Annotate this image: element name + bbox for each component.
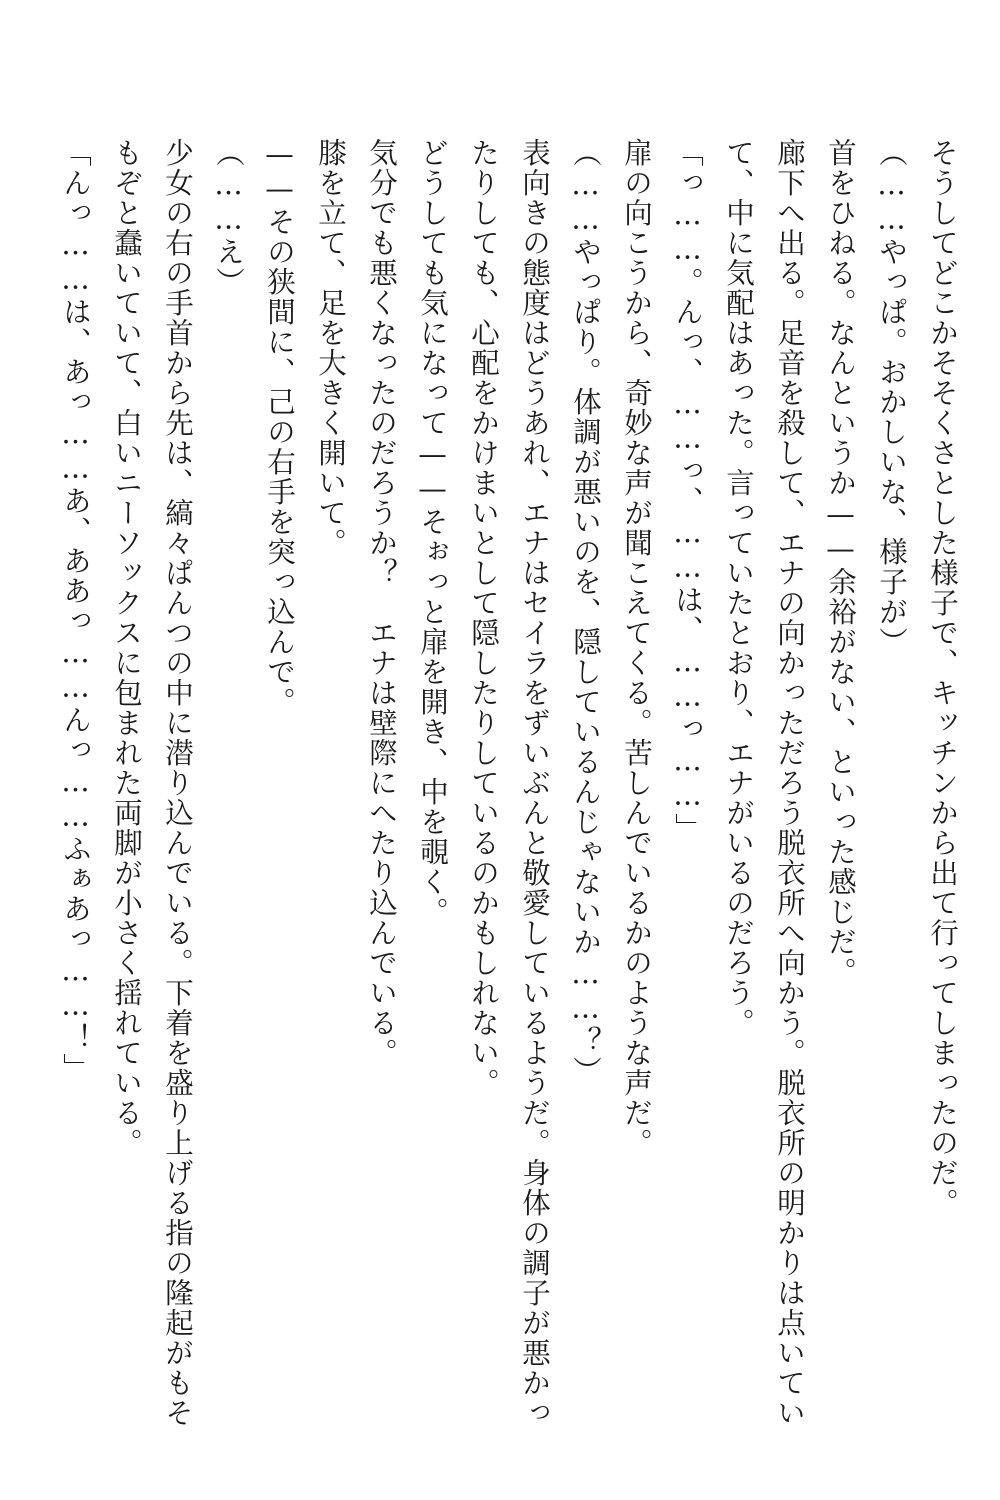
text-line: （……やっぱ。おかしいな、様子が） bbox=[875, 138, 908, 657]
text-line: 表向きの態度はどうあれ、エナはセイラをずいぶんと敬愛しているようだ。身体の調子が悪かっ bbox=[518, 138, 551, 1428]
text-line: たりしても、心配をかけまいとして隠したりしているのかもしれない。 bbox=[467, 138, 500, 1098]
vertical-text-body bbox=[28, 138, 968, 1428]
text-line: ——その狭間に、己の右手を突っ込んで。 bbox=[263, 138, 296, 717]
text-line: そうしてどこかそそくさとした様子で、キッチンから出て行ってしまったのだ。 bbox=[926, 138, 959, 1218]
text-line: どうしても気になって——そぉっと扉を開き、中を覗く。 bbox=[416, 138, 449, 927]
text-line: 気分でも悪くなったのだろうか？ エナは壁際にへたり込んでいる。 bbox=[365, 138, 398, 1068]
text-line: もぞと蠢いていて、白いニーソックスに包まれた両脚が小さく揺れている。 bbox=[110, 138, 143, 1158]
text-line: 「っ……。んっ、……っ、……は、……っ……」 bbox=[671, 138, 704, 843]
text-line: （……え） bbox=[212, 138, 245, 297]
text-line: 廊下へ出る。足音を殺して、エナの向かっただろう脱衣所へ向かう。脱衣所の明かりは点いてい bbox=[773, 138, 806, 1428]
text-line: 少女の右の手首から先は、縞々ぱんつの中に潜り込んでいる。下着を盛り上げる指の隆起がもそ bbox=[161, 138, 194, 1428]
text-line: （……やっぱり。体調が悪いのを、隠しているんじゃないか……？） bbox=[569, 138, 602, 1086]
text-line: 扉の向こうから、奇妙な声が聞こえてくる。苦しんでいるかのような声だ。 bbox=[620, 138, 653, 1158]
text-line: 「んっ……は、あっ……あ、ああっ……んっ……ふぁあっ……！」 bbox=[59, 138, 92, 1083]
text-line: 膝を立て、足を大きく開いて。 bbox=[314, 138, 347, 558]
text-line: 首をひねる。なんというか——余裕がない、といった感じだ。 bbox=[824, 138, 857, 987]
text-line: て、中に気配はあった。言っていたとおり、エナがいるのだろう。 bbox=[722, 138, 755, 1038]
